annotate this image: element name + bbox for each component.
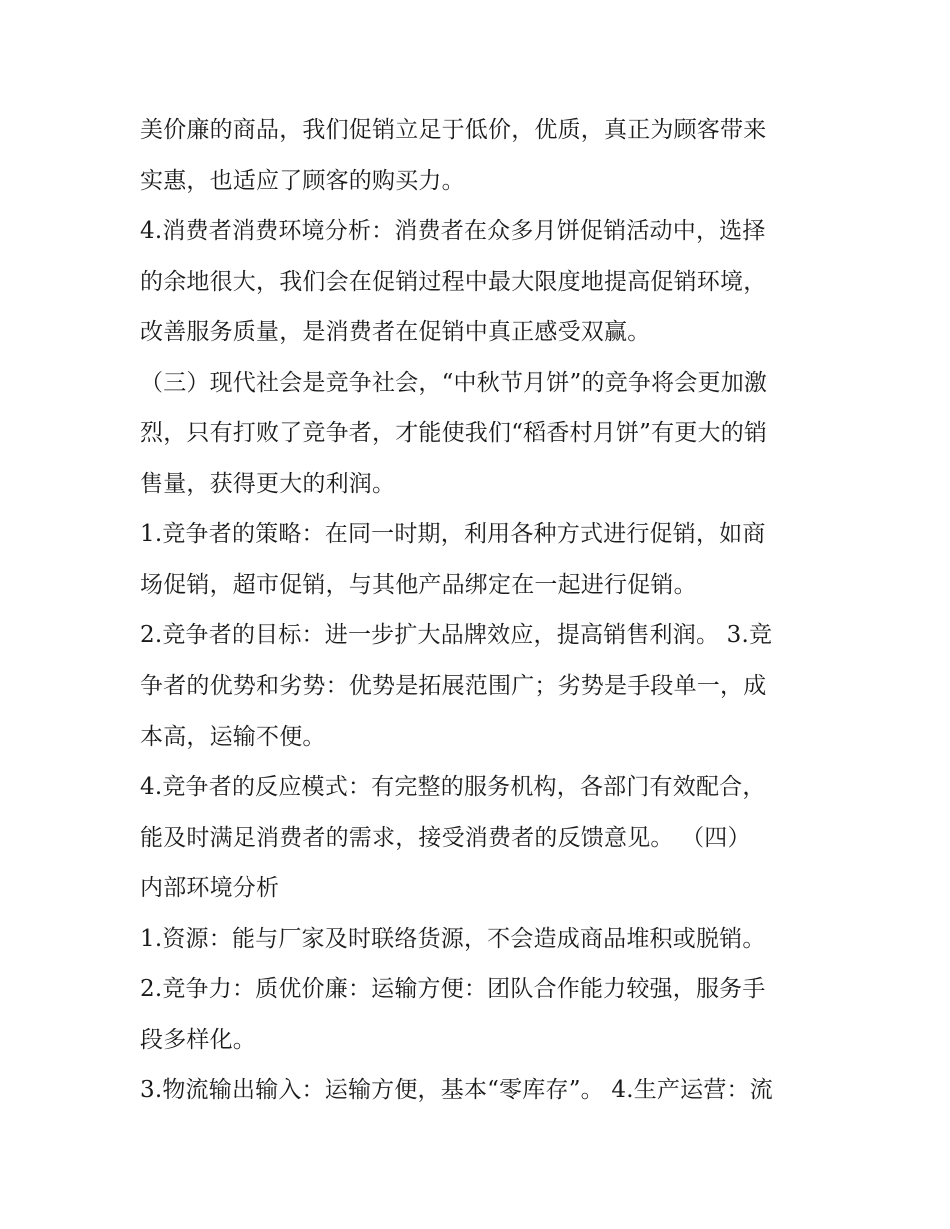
text-line: 的余地很大，我们会在促销过程中最大限度地提高促销环境，	[140, 269, 767, 295]
text-line: 售量，获得更大的利润。	[140, 471, 396, 497]
text-line: 实惠，也适应了顾客的购买力。	[140, 168, 465, 194]
text-line: 3.物流输出输入：运输方便，基本“零库存”。 4.生产运营：流	[140, 1077, 773, 1103]
text-line: 4.消费者消费环境分析：消费者在众多月饼促销活动中，选择	[140, 218, 766, 244]
text-line: 2.竞争力：质优价廉：运输方便：团队合作能力较强，服务手	[140, 976, 766, 1002]
text-line: 场促销，超市促销，与其他产品绑定在一起进行促销。	[140, 572, 697, 598]
text-line: 4.竞争者的反应模式：有完整的服务机构，各部门有效配合，	[140, 774, 766, 800]
text-line: 段多样化。	[140, 1027, 256, 1053]
text-line: 本高，运输不便。	[140, 724, 326, 750]
text-line: 内部环境分析	[140, 875, 280, 901]
text-line: （三）现代社会是竞争社会，“中秋节月饼”的竞争将会更加激	[140, 370, 768, 396]
text-line: 2.竞争者的目标：进一步扩大品牌效应，提高销售利润。 3.竞	[140, 622, 773, 648]
text-line: 争者的优势和劣势：优势是拓展范围广；劣势是手段单一，成	[140, 673, 767, 699]
text-line: 1.资源：能与厂家及时联络货源，不会造成商品堆积或脱销。	[140, 926, 766, 952]
text-line: 1.竞争者的策略：在同一时期，利用各种方式进行促销，如商	[140, 521, 766, 547]
text-line: 能及时满足消费者的需求，接受消费者的反馈意见。 （四）	[140, 825, 751, 851]
text-line: 美价廉的商品，我们促销立足于低价，优质，真正为顾客带来	[140, 117, 767, 143]
text-line: 改善服务质量，是消费者在促销中真正感受双赢。	[140, 319, 651, 345]
text-line: 烈，只有打败了竞争者，才能使我们“稻香村月饼”有更大的销	[140, 420, 768, 446]
